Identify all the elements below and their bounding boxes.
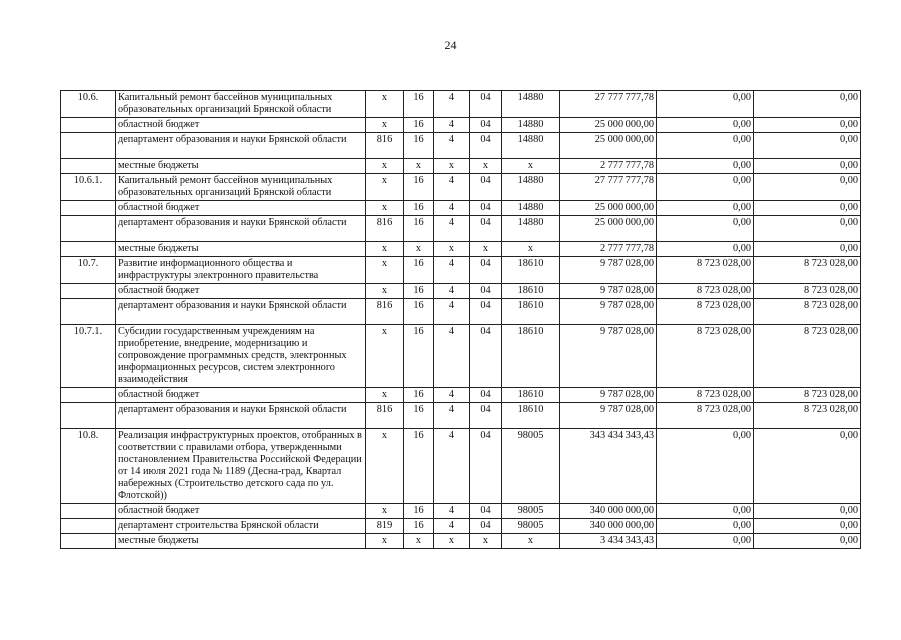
amount-year-3: 0,00 bbox=[754, 519, 861, 534]
code-direction: 98005 bbox=[502, 519, 560, 534]
amount-year-1: 2 777 777,78 bbox=[560, 159, 657, 174]
code-section: 16 bbox=[404, 284, 434, 299]
amount-year-1: 27 777 777,78 bbox=[560, 174, 657, 201]
amount-year-2: 0,00 bbox=[657, 242, 754, 257]
row-number: 10.7.1. bbox=[61, 325, 116, 388]
code-subsection: 4 bbox=[434, 325, 470, 388]
code-section: х bbox=[404, 242, 434, 257]
row-name: областной бюджет bbox=[116, 201, 366, 216]
code-subsection: 4 bbox=[434, 284, 470, 299]
code-program: 04 bbox=[470, 133, 502, 159]
amount-year-3: 0,00 bbox=[754, 159, 861, 174]
code-program: 04 bbox=[470, 325, 502, 388]
row-name: Субсидии государственным учреждениям на приобретение, внедрение, модернизацию и сопровождение программных средств, электронных информационных ресурсов, систем электронного взаимодействия bbox=[116, 325, 366, 388]
code-direction: 98005 bbox=[502, 429, 560, 504]
amount-year-1: 25 000 000,00 bbox=[560, 133, 657, 159]
amount-year-2: 8 723 028,00 bbox=[657, 284, 754, 299]
amount-year-1: 25 000 000,00 bbox=[560, 201, 657, 216]
code-subsection: 4 bbox=[434, 257, 470, 284]
row-number bbox=[61, 403, 116, 429]
code-ministry: 816 bbox=[366, 299, 404, 325]
row-name: департамент образования и науки Брянской области bbox=[116, 299, 366, 325]
code-program: 04 bbox=[470, 403, 502, 429]
code-program: х bbox=[470, 159, 502, 174]
amount-year-1: 3 434 343,43 bbox=[560, 534, 657, 549]
code-section: 16 bbox=[404, 325, 434, 388]
code-ministry: х bbox=[366, 257, 404, 284]
code-direction: 14880 bbox=[502, 118, 560, 133]
code-program: 04 bbox=[470, 216, 502, 242]
row-number: 10.6.1. bbox=[61, 174, 116, 201]
table-row bbox=[61, 519, 861, 534]
table-row bbox=[61, 91, 861, 118]
code-section: 16 bbox=[404, 257, 434, 284]
code-ministry: 819 bbox=[366, 519, 404, 534]
row-number bbox=[61, 519, 116, 534]
amount-year-3: 0,00 bbox=[754, 504, 861, 519]
row-number bbox=[61, 201, 116, 216]
row-name: областной бюджет bbox=[116, 388, 366, 403]
table-row bbox=[61, 325, 861, 388]
row-number: 10.7. bbox=[61, 257, 116, 284]
row-name: областной бюджет bbox=[116, 284, 366, 299]
row-name: Развитие информационного общества и инфраструктуры электронного правительства bbox=[116, 257, 366, 284]
amount-year-1: 9 787 028,00 bbox=[560, 325, 657, 388]
code-ministry: 816 bbox=[366, 403, 404, 429]
table-row bbox=[61, 504, 861, 519]
code-subsection: 4 bbox=[434, 133, 470, 159]
amount-year-3: 0,00 bbox=[754, 118, 861, 133]
code-program: 04 bbox=[470, 388, 502, 403]
amount-year-2: 0,00 bbox=[657, 519, 754, 534]
code-direction: 18610 bbox=[502, 388, 560, 403]
page-number: 24 bbox=[444, 38, 457, 52]
amount-year-2: 8 723 028,00 bbox=[657, 325, 754, 388]
code-direction: 18610 bbox=[502, 284, 560, 299]
amount-year-2: 0,00 bbox=[657, 159, 754, 174]
amount-year-3: 0,00 bbox=[754, 174, 861, 201]
row-number bbox=[61, 159, 116, 174]
row-name: департамент образования и науки Брянской области bbox=[116, 403, 366, 429]
row-name: департамент образования и науки Брянской области bbox=[116, 133, 366, 159]
row-number: 10.8. bbox=[61, 429, 116, 504]
amount-year-1: 9 787 028,00 bbox=[560, 257, 657, 284]
table-row bbox=[61, 257, 861, 284]
amount-year-1: 340 000 000,00 bbox=[560, 519, 657, 534]
code-ministry: х bbox=[366, 91, 404, 118]
amount-year-3: 0,00 bbox=[754, 216, 861, 242]
amount-year-3: 8 723 028,00 bbox=[754, 325, 861, 388]
amount-year-1: 9 787 028,00 bbox=[560, 284, 657, 299]
amount-year-1: 9 787 028,00 bbox=[560, 403, 657, 429]
code-program: 04 bbox=[470, 91, 502, 118]
code-ministry: 816 bbox=[366, 216, 404, 242]
amount-year-2: 8 723 028,00 bbox=[657, 257, 754, 284]
code-ministry: х bbox=[366, 429, 404, 504]
amount-year-3: 0,00 bbox=[754, 242, 861, 257]
code-subsection: 4 bbox=[434, 174, 470, 201]
code-program: 04 bbox=[470, 118, 502, 133]
amount-year-2: 0,00 bbox=[657, 534, 754, 549]
table-row bbox=[61, 284, 861, 299]
row-name: департамент образования и науки Брянской области bbox=[116, 216, 366, 242]
code-section: 16 bbox=[404, 201, 434, 216]
code-section: 16 bbox=[404, 429, 434, 504]
code-program: 04 bbox=[470, 504, 502, 519]
amount-year-3: 0,00 bbox=[754, 133, 861, 159]
code-program: х bbox=[470, 242, 502, 257]
code-ministry: х bbox=[366, 325, 404, 388]
code-direction: 14880 bbox=[502, 133, 560, 159]
code-direction: 18610 bbox=[502, 325, 560, 388]
table-row bbox=[61, 174, 861, 201]
code-ministry: х bbox=[366, 174, 404, 201]
row-number bbox=[61, 504, 116, 519]
amount-year-1: 25 000 000,00 bbox=[560, 118, 657, 133]
code-subsection: 4 bbox=[434, 216, 470, 242]
row-name: Реализация инфраструктурных проектов, отобранных в соответствии с правилами отбора, утвержденными постановлением Правительства Российской Федерации от 14 июля 2021 года № 1189 (Десна-град, Квартал набережных (Строительство детского сада по ул. Флотской)) bbox=[116, 429, 366, 504]
row-number bbox=[61, 118, 116, 133]
code-ministry: х bbox=[366, 504, 404, 519]
code-section: 16 bbox=[404, 403, 434, 429]
amount-year-2: 0,00 bbox=[657, 174, 754, 201]
code-subsection: х bbox=[434, 534, 470, 549]
row-number bbox=[61, 216, 116, 242]
code-section: 16 bbox=[404, 388, 434, 403]
row-number bbox=[61, 299, 116, 325]
code-program: 04 bbox=[470, 257, 502, 284]
code-ministry: х bbox=[366, 118, 404, 133]
table-row bbox=[61, 118, 861, 133]
table-row bbox=[61, 299, 861, 325]
table-row bbox=[61, 216, 861, 242]
code-section: 16 bbox=[404, 299, 434, 325]
amount-year-3: 0,00 bbox=[754, 429, 861, 504]
row-number: 10.6. bbox=[61, 91, 116, 118]
code-section: х bbox=[404, 534, 434, 549]
code-program: 04 bbox=[470, 299, 502, 325]
amount-year-3: 8 723 028,00 bbox=[754, 403, 861, 429]
table-row bbox=[61, 534, 861, 549]
code-program: 04 bbox=[470, 429, 502, 504]
code-section: 16 bbox=[404, 133, 434, 159]
code-direction: х bbox=[502, 159, 560, 174]
code-subsection: 4 bbox=[434, 403, 470, 429]
code-program: 04 bbox=[470, 201, 502, 216]
amount-year-2: 0,00 bbox=[657, 201, 754, 216]
amount-year-2: 0,00 bbox=[657, 133, 754, 159]
amount-year-1: 27 777 777,78 bbox=[560, 91, 657, 118]
code-ministry: х bbox=[366, 159, 404, 174]
code-ministry: х bbox=[366, 284, 404, 299]
code-subsection: 4 bbox=[434, 429, 470, 504]
amount-year-3: 0,00 bbox=[754, 91, 861, 118]
amount-year-3: 0,00 bbox=[754, 201, 861, 216]
code-ministry: х bbox=[366, 388, 404, 403]
amount-year-3: 8 723 028,00 bbox=[754, 257, 861, 284]
code-section: х bbox=[404, 159, 434, 174]
code-section: 16 bbox=[404, 504, 434, 519]
row-name: Капитальный ремонт бассейнов муниципальных образовательных организаций Брянской области bbox=[116, 91, 366, 118]
budget-table-body bbox=[61, 91, 861, 549]
code-subsection: х bbox=[434, 242, 470, 257]
amount-year-2: 8 723 028,00 bbox=[657, 388, 754, 403]
code-direction: 98005 bbox=[502, 504, 560, 519]
code-direction: 14880 bbox=[502, 216, 560, 242]
amount-year-3: 8 723 028,00 bbox=[754, 284, 861, 299]
amount-year-3: 0,00 bbox=[754, 534, 861, 549]
row-number bbox=[61, 133, 116, 159]
code-direction: 18610 bbox=[502, 299, 560, 325]
table-row bbox=[61, 159, 861, 174]
code-subsection: 4 bbox=[434, 118, 470, 133]
code-direction: 14880 bbox=[502, 91, 560, 118]
table-row bbox=[61, 201, 861, 216]
code-program: х bbox=[470, 534, 502, 549]
row-name: местные бюджеты bbox=[116, 159, 366, 174]
row-number bbox=[61, 284, 116, 299]
amount-year-2: 0,00 bbox=[657, 504, 754, 519]
code-ministry: х bbox=[366, 534, 404, 549]
amount-year-2: 0,00 bbox=[657, 91, 754, 118]
code-subsection: 4 bbox=[434, 388, 470, 403]
code-subsection: 4 bbox=[434, 504, 470, 519]
code-direction: х bbox=[502, 242, 560, 257]
table-row bbox=[61, 429, 861, 504]
code-subsection: 4 bbox=[434, 299, 470, 325]
row-name: областной бюджет bbox=[116, 118, 366, 133]
amount-year-1: 25 000 000,00 bbox=[560, 216, 657, 242]
code-direction: 18610 bbox=[502, 257, 560, 284]
amount-year-2: 0,00 bbox=[657, 429, 754, 504]
code-subsection: 4 bbox=[434, 201, 470, 216]
table-row bbox=[61, 133, 861, 159]
code-ministry: х bbox=[366, 201, 404, 216]
amount-year-2: 8 723 028,00 bbox=[657, 403, 754, 429]
code-section: 16 bbox=[404, 118, 434, 133]
code-program: 04 bbox=[470, 519, 502, 534]
code-direction: 14880 bbox=[502, 174, 560, 201]
code-direction: 18610 bbox=[502, 403, 560, 429]
code-ministry: 816 bbox=[366, 133, 404, 159]
amount-year-2: 8 723 028,00 bbox=[657, 299, 754, 325]
amount-year-1: 9 787 028,00 bbox=[560, 388, 657, 403]
code-section: 16 bbox=[404, 174, 434, 201]
amount-year-2: 0,00 bbox=[657, 216, 754, 242]
amount-year-3: 8 723 028,00 bbox=[754, 388, 861, 403]
table-row bbox=[61, 403, 861, 429]
code-section: 16 bbox=[404, 91, 434, 118]
code-subsection: 4 bbox=[434, 519, 470, 534]
table-row bbox=[61, 242, 861, 257]
code-program: 04 bbox=[470, 174, 502, 201]
code-subsection: х bbox=[434, 159, 470, 174]
code-subsection: 4 bbox=[434, 91, 470, 118]
amount-year-1: 340 000 000,00 bbox=[560, 504, 657, 519]
row-number bbox=[61, 388, 116, 403]
amount-year-1: 343 434 343,43 bbox=[560, 429, 657, 504]
code-section: 16 bbox=[404, 216, 434, 242]
amount-year-1: 9 787 028,00 bbox=[560, 299, 657, 325]
row-name: областной бюджет bbox=[116, 504, 366, 519]
amount-year-1: 2 777 777,78 bbox=[560, 242, 657, 257]
code-direction: 14880 bbox=[502, 201, 560, 216]
row-name: местные бюджеты bbox=[116, 534, 366, 549]
amount-year-3: 8 723 028,00 bbox=[754, 299, 861, 325]
row-number bbox=[61, 534, 116, 549]
row-name: департамент строительства Брянской области bbox=[116, 519, 366, 534]
code-program: 04 bbox=[470, 284, 502, 299]
code-section: 16 bbox=[404, 519, 434, 534]
code-direction: х bbox=[502, 534, 560, 549]
row-number bbox=[61, 242, 116, 257]
table-row bbox=[61, 388, 861, 403]
code-ministry: х bbox=[366, 242, 404, 257]
amount-year-2: 0,00 bbox=[657, 118, 754, 133]
row-name: местные бюджеты bbox=[116, 242, 366, 257]
budget-table bbox=[60, 90, 861, 549]
row-name: Капитальный ремонт бассейнов муниципальных образовательных организаций Брянской области bbox=[116, 174, 366, 201]
